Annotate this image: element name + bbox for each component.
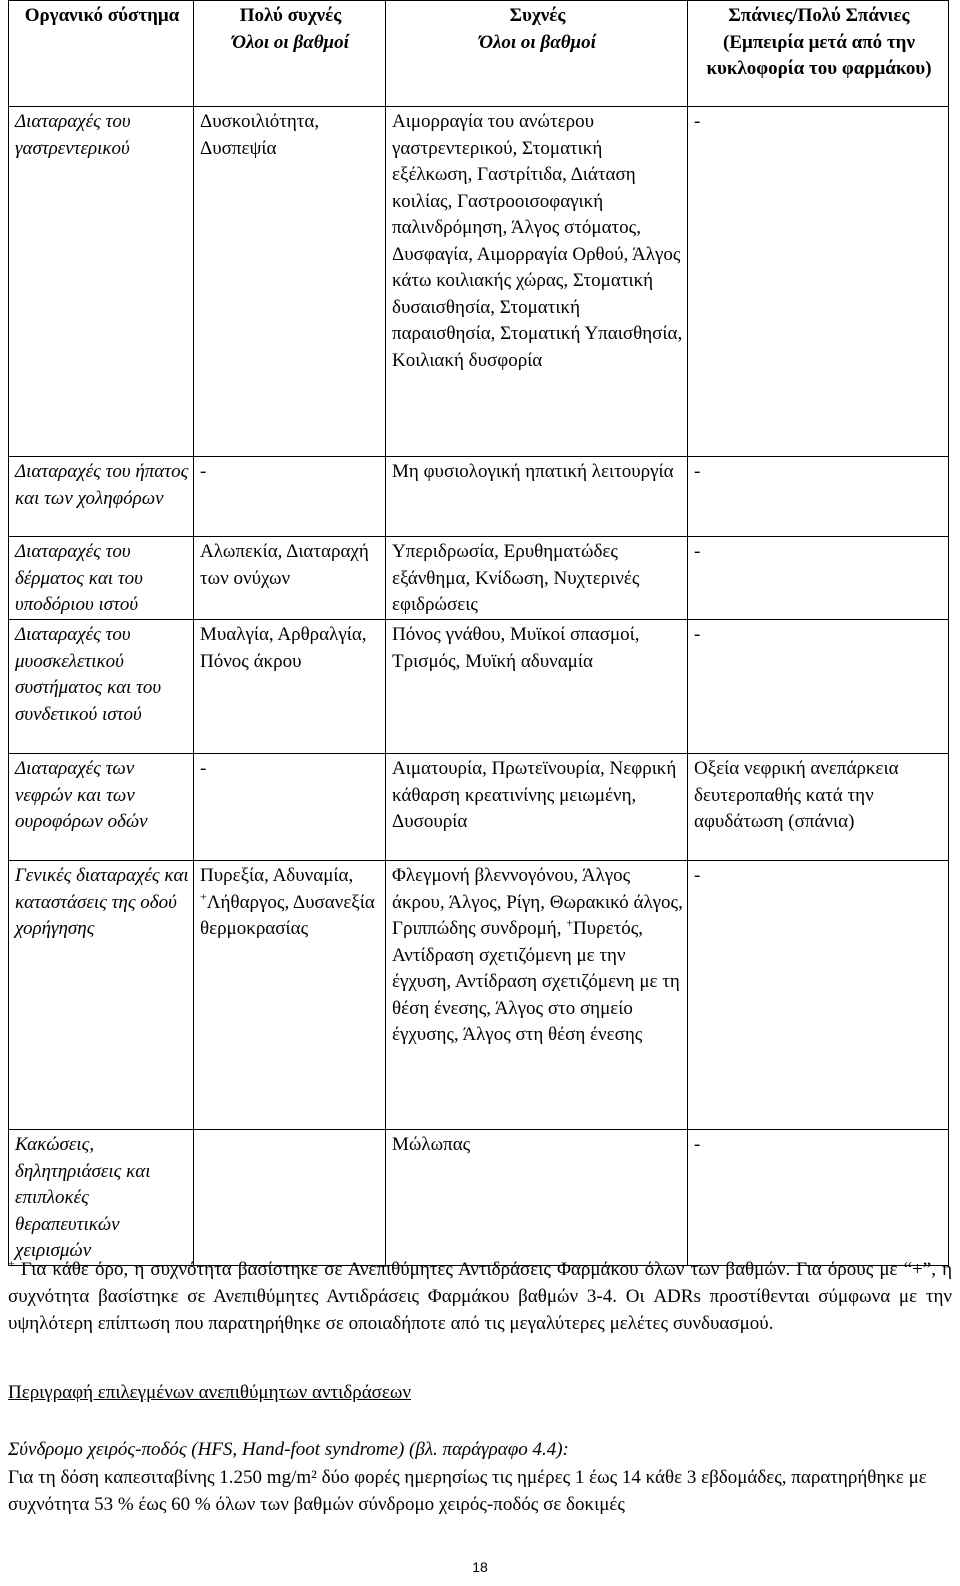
- rare-cell: Οξεία νεφρική ανεπάρκεια δευτεροπαθής κατά την αφυδάτωση (σπάνια): [688, 754, 949, 861]
- common-cell: Πόνος γνάθου, Μυϊκοί σπασμοί, Τρισμός, Μυϊκή αδυναμία: [386, 620, 688, 754]
- organ-cell: Διαταραχές του μυοσκελετικού συστήματος και του συνδετικού ιστού: [9, 620, 194, 754]
- table-footnote: [8, 1256, 952, 1337]
- common-cell: Αιματουρία, Πρωτεϊνουρία, Νεφρική κάθαρση κρεατινίνης μειωμένη, Δυσουρία: [386, 754, 688, 861]
- header-common: Συχνές Όλοι οι βαθμοί: [386, 1, 688, 107]
- table-row: [9, 1130, 949, 1266]
- organ-cell: Διαταραχές του γαστρεντερικού: [9, 107, 194, 457]
- rare-cell: -: [688, 861, 949, 1130]
- hfs-heading: Σύνδρομο χειρός-ποδός (HFS, Hand-foot syndrome) (βλ. παράγραφο 4.4):: [8, 1439, 569, 1460]
- hfs-paragraph: Για τη δόση καπεσιταβίνης 1.250 mg/m² δύο φορές ημερησίως τις ημέρες 1 έως 14 κάθε 3 εβδομάδες, παρατηρήθηκε με συχνότητα 53 % έως 60 % όλων των βαθμών σύνδρομο χειρός-ποδός σε δοκιμές: [8, 1467, 927, 1515]
- organ-cell: Γενικές διαταραχές και καταστάσεις της οδού χορήγησης: [9, 861, 194, 1130]
- organ-cell: Διαταραχές του δέρματος και του υποδόριου ιστού: [9, 537, 194, 620]
- adverse-reactions-table: [8, 0, 949, 1266]
- common-cell: Μη φυσιολογική ηπατική λειτουργία: [386, 457, 688, 537]
- organ-cell: Κακώσεις, δηλητηριάσεις και επιπλοκές θεραπευτικών χειρισμών: [9, 1130, 194, 1266]
- very-common-cell: Δυσκοιλιότητα, Δυσπεψία: [194, 107, 386, 457]
- footnote-marker: +: [8, 1256, 15, 1271]
- table-row: [9, 754, 949, 861]
- very-common-cell: [194, 1130, 386, 1266]
- rare-cell: -: [688, 107, 949, 457]
- organ-cell: Διαταραχές του ήπατος και των χοληφόρων: [9, 457, 194, 537]
- rare-cell: -: [688, 537, 949, 620]
- table-row: [9, 537, 949, 620]
- organ-cell: Διαταραχές των νεφρών και των ουροφόρων οδών: [9, 754, 194, 861]
- rare-cell: -: [688, 457, 949, 537]
- very-common-cell: Μυαλγία, Αρθραλγία, Πόνος άκρου: [194, 620, 386, 754]
- table-header-row: [9, 1, 949, 107]
- very-common-cell: Πυρεξία, Αδυναμία, +Λήθαργος, Δυσανεξία θερμοκρασίας: [194, 861, 386, 1130]
- table-row: [9, 861, 949, 1130]
- common-cell: Αιμορραγία του ανώτερου γαστρεντερικού, Στοματική εξέλκωση, Γαστρίτιδα, Διάταση κοιλίας, Γαστροοισοφαγική παλινδρόμηση, Άλγος στόματος, Δυσφαγία, Αιμορραγία Ορθού, Άλγος κάτω κοιλιακής χώρας, Στοματική δυσαισθησία, Στοματική παραισθησία, Στοματική Υπαισθησία, Κοιλιακή δυσφορία: [386, 107, 688, 457]
- rare-cell: -: [688, 1130, 949, 1266]
- common-cell: Φλεγμονή βλεννογόνου, Άλγος άκρου, Άλγος, Ρίγη, Θωρακικό άλγος, Γριππώδης συνδρομή, +Πυρετός, Αντίδραση σχετιζόμενη με την έγχυση, Αντίδραση σχετιζόμενη με τη θέση ένεσης, Άλγος στο σημείο έγχυσης, Άλγος στη θέση ένεσης: [386, 861, 688, 1130]
- header-very-common: Πολύ συχνές Όλοι οι βαθμοί: [194, 1, 386, 107]
- table-row: [9, 107, 949, 457]
- very-common-cell: Αλωπεκία, Διαταραχή των ονύχων: [194, 537, 386, 620]
- footnote-text: Για κάθε όρο, η συχνότητα βασίστηκε σε Ανεπιθύμητες Αντιδράσεις Φαρμάκου όλων των βαθμών. Για όρους με “+”, η συχνότητα βασίστηκε σε Ανεπιθύμητες Αντιδράσεις Φαρμάκου βαθμών 3-4. Οι ADRs προστίθενται σύμφωνα με την υψηλότερη επίπτωση που παρατηρήθηκε σε οποιαδήποτε από τις μεγαλύτερες μελέτες συνδυασμού.: [8, 1259, 953, 1334]
- very-common-cell: -: [194, 457, 386, 537]
- rare-cell: -: [688, 620, 949, 754]
- section-title: Περιγραφή επιλεγμένων ανεπιθύμητων αντιδράσεων: [8, 1382, 411, 1403]
- page-number: 18: [472, 1559, 488, 1575]
- header-organ: Οργανικό σύστημα: [9, 1, 194, 107]
- common-cell: Υπεριδρωσία, Ερυθηματώδες εξάνθημα, Κνίδωση, Νυχτερινές εφιδρώσεις: [386, 537, 688, 620]
- table-row: [9, 620, 949, 754]
- table-row: [9, 457, 949, 537]
- common-cell: Μώλωπας: [386, 1130, 688, 1266]
- header-rare: Σπάνιες/Πολύ Σπάνιες (Εμπειρία μετά από την κυκλοφορία του φαρμάκου): [688, 1, 949, 107]
- very-common-cell: -: [194, 754, 386, 861]
